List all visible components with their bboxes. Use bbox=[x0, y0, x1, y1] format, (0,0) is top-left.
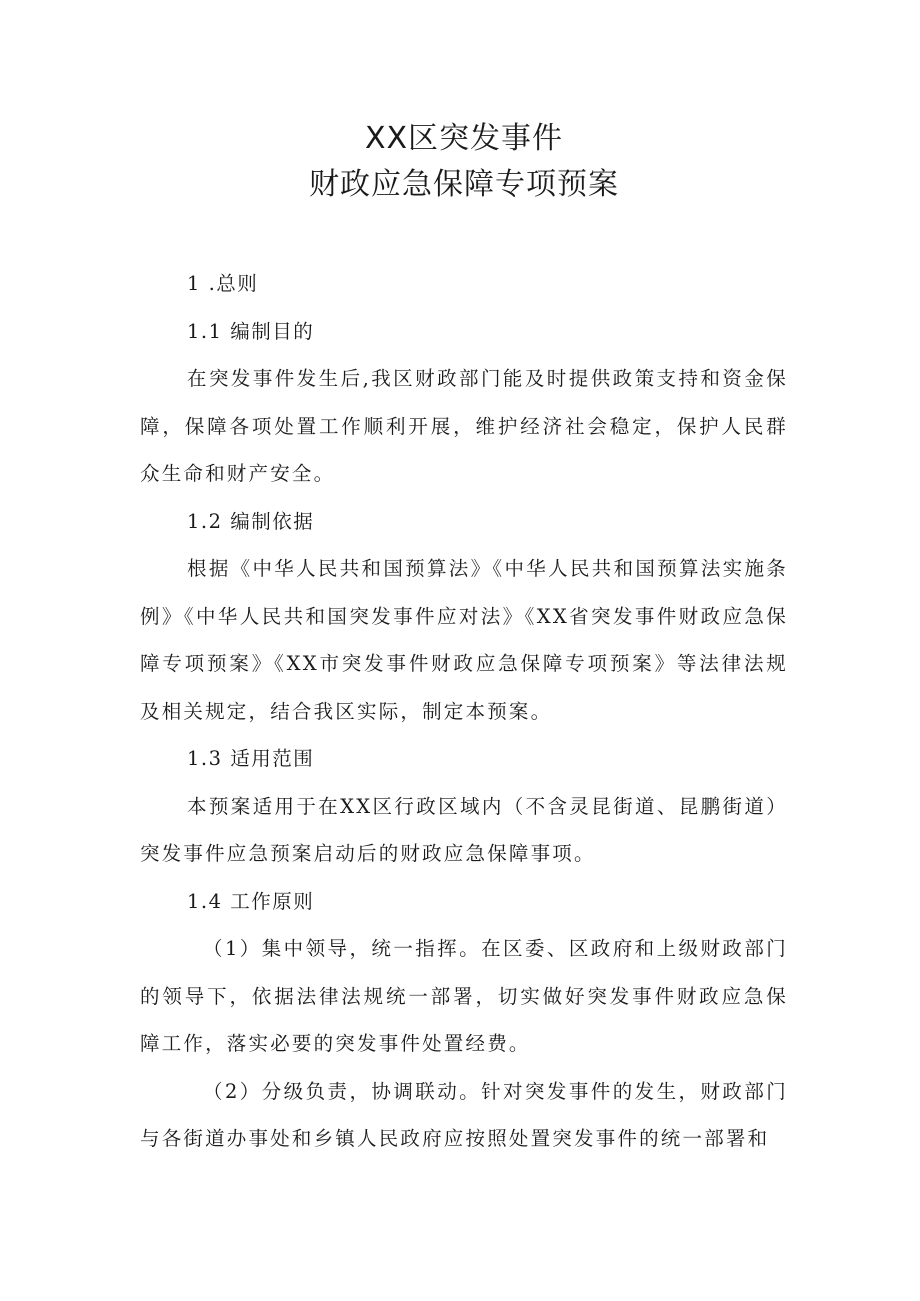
section-heading-1-4: 1.4 工作原则 bbox=[187, 889, 315, 913]
paragraph-1-2: 根据《中华人民共和国预算法》《中华人民共和国预算法实施条例》《中华人民共和国突发事件应对法》《XX省突发事件财政应急保障专项预案》《XX市突发事件财政应急保障专项预案》等法律法规及相关规定，结合我区实际，制定本预案。 bbox=[140, 557, 788, 723]
paragraph-1-4-principle-1: （1）集中领导，统一指挥。在区委、区政府和上级财政部门的领导下，依据法律法规统一部署，切实做好突发事件财政应急保障工作，落实必要的突发事件处置经费。 bbox=[140, 937, 788, 1055]
section-heading-1-3: 1.3 适用范围 bbox=[187, 747, 315, 770]
paragraph-1-3: 本预案适用于在XX区行政区域内（不含灵昆街道、昆鹏街道）突发事件应急预案启动后的财政应急保障事项。 bbox=[140, 794, 788, 865]
title-block bbox=[140, 116, 788, 208]
document-title-line-1: XX区突发事件 bbox=[364, 121, 564, 156]
paragraph-1-1: 在突发事件发生后,我区财政部门能及时提供政策支持和资金保障，保障各项处置工作顺利开展，维护经济社会稳定，保护人民群众生命和财产安全。 bbox=[140, 367, 788, 485]
section-heading-1-1: 1.1 编制目的 bbox=[187, 319, 315, 343]
section-heading-1-2: 1.2 编制依据 bbox=[187, 509, 315, 533]
section-heading-1: 1 .总则 bbox=[187, 272, 259, 295]
paragraph-1-4-principle-2: （2）分级负责，协调联动。针对突发事件的发生，财政部门与各街道办事处和乡镇人民政府应按照处置突发事件的统一部署和 bbox=[140, 1079, 788, 1150]
document-title-line-2: 财政应急保障专项预案 bbox=[309, 167, 619, 202]
